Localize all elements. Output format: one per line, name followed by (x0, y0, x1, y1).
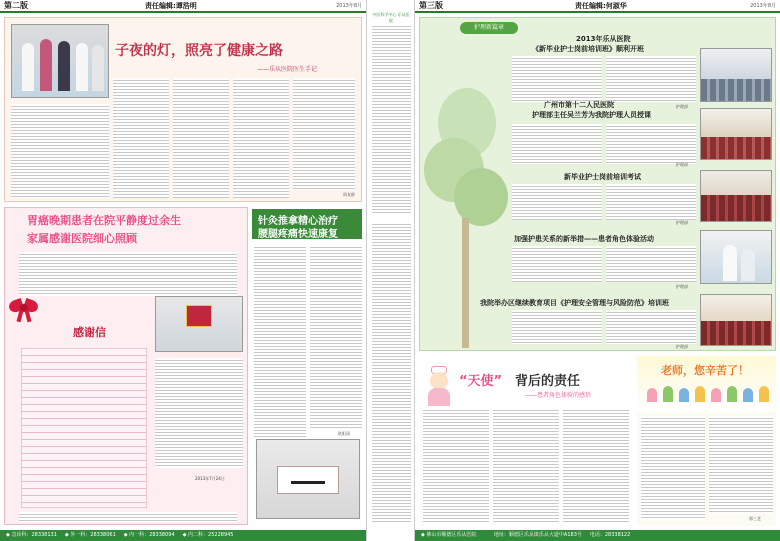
article-title-bg (252, 209, 362, 239)
article-title-line2: 腰腿疼痛快速康复 (258, 229, 338, 240)
body-column (512, 184, 602, 220)
kids-illustration (637, 356, 776, 412)
article-footer-text (19, 512, 237, 522)
article-title-line2: 《新毕业护士岗前培训班》顺利开班 (532, 45, 644, 53)
body-column (606, 310, 696, 344)
article-subtitle: ——患者角色体验的感悟 (525, 392, 592, 399)
article-title-line1: 针灸推拿精心治疗 (258, 216, 338, 227)
footer-item: ◆ 内一科：28338094 (123, 532, 175, 538)
byline: 护理部 (676, 220, 688, 225)
byline: 护理部 (676, 344, 688, 349)
photo-thanks-banner (155, 296, 243, 352)
nursing-section (419, 17, 776, 351)
center-fold (366, 0, 415, 541)
body-column (113, 78, 169, 198)
byline: 欧阳清 (338, 431, 350, 436)
letter-title: 感谢信 (73, 326, 106, 339)
body-column (173, 78, 229, 198)
nurse-icon (425, 366, 453, 406)
footer-hospital: ◆ 佛山市顺德区乐从医院 (421, 532, 477, 538)
letter-date: 2013年7月24日 (195, 476, 225, 481)
issue-date: 2013年8月 (336, 3, 362, 9)
bow-icon (9, 296, 39, 322)
page-number: 第三版 (419, 1, 443, 10)
footer-address: 地址：顺德区乐从镇乐从大道中A183号 (493, 532, 582, 538)
article-title-quote: “天使” (459, 374, 503, 389)
article-title-line2: 家属感谢医院细心照顾 (27, 232, 137, 245)
page-footer (415, 530, 780, 541)
letter-body (155, 358, 243, 468)
footer-item: ◆ 急诊科：28338131 (6, 532, 57, 538)
body-column (11, 104, 109, 198)
byline: 护理部 (676, 162, 688, 167)
page-header (0, 0, 366, 13)
left-page (0, 0, 366, 541)
article-title: 加强护患关系的新举措——患者角色体验活动 (514, 235, 654, 243)
article-title: 我院举办区继续教育项目《护理安全管理与风险防范》培训班 (480, 299, 669, 307)
page-number: 第二版 (4, 1, 28, 10)
article-title-rest: 背后的责任 (515, 374, 581, 389)
byline: 周友群 (343, 192, 355, 197)
body-column (709, 416, 773, 514)
body-column (310, 245, 362, 429)
body-column (512, 124, 602, 164)
editor: 责任编辑:何淑华 (575, 2, 627, 10)
body-column (563, 408, 629, 522)
article-title-line2: 护理部主任吴兰芳为我院护理人员授课 (532, 111, 651, 119)
body-column (423, 408, 489, 522)
article-angel (419, 356, 633, 526)
footer-item: ◆ 内二科：25228945 (182, 532, 234, 538)
article-title: 老师，您辛苦了！ (661, 364, 749, 377)
photo-doctors-group (11, 24, 109, 98)
center-text (372, 222, 411, 522)
article-intro (19, 252, 237, 296)
editor: 责任编辑:谭浩明 (145, 2, 197, 10)
photo-role-play (700, 230, 772, 284)
photo-training-class (700, 48, 772, 102)
article-title-line1: 胃癌晚期患者在院平静度过余生 (27, 214, 181, 227)
photo-seminar (700, 294, 772, 346)
body-column (606, 124, 696, 164)
article-acupuncture (252, 207, 362, 525)
article-title-line1: 2013年乐从医院 (576, 35, 631, 43)
byline: 郭三芝 (749, 516, 761, 521)
body-column (493, 408, 559, 522)
page-footer (0, 530, 366, 541)
article-title: 子夜的灯，照亮了健康之路 (115, 43, 283, 59)
article-title: 新毕业护士岗前培训考试 (564, 173, 641, 181)
footer-item: ◆ 外一科：28338061 (64, 532, 116, 538)
issue-date: 2013年8月 (750, 3, 776, 9)
photo-calligraphy (256, 439, 360, 519)
article-thank-you (4, 207, 248, 525)
letter-body (21, 348, 147, 508)
page-header (415, 0, 780, 13)
body-column (606, 246, 696, 282)
body-column (641, 416, 705, 520)
body-column (512, 56, 602, 102)
byline: 护理部 (676, 284, 688, 289)
photo-lecture (700, 108, 772, 160)
article-title-line1: 广州市第十二人民医院 (544, 101, 614, 109)
center-text (372, 24, 411, 214)
body-column (254, 245, 306, 437)
body-column (606, 56, 696, 102)
body-column (233, 78, 289, 198)
right-page (415, 0, 780, 541)
article-midnight-lamp (4, 17, 362, 202)
body-column (512, 246, 602, 282)
section-banner: 护理新篇章 (460, 22, 518, 34)
center-label: 中医科学中心 乐从医院 (372, 12, 410, 23)
body-column (293, 78, 355, 190)
body-column (606, 184, 696, 220)
article-subtitle: ——乐从医院医生手记 (257, 66, 318, 73)
byline: 护理部 (676, 104, 688, 109)
body-column (512, 310, 602, 344)
article-teacher (637, 356, 776, 526)
photo-exam (700, 170, 772, 222)
footer-tel: 电话：28338122 (589, 532, 631, 538)
